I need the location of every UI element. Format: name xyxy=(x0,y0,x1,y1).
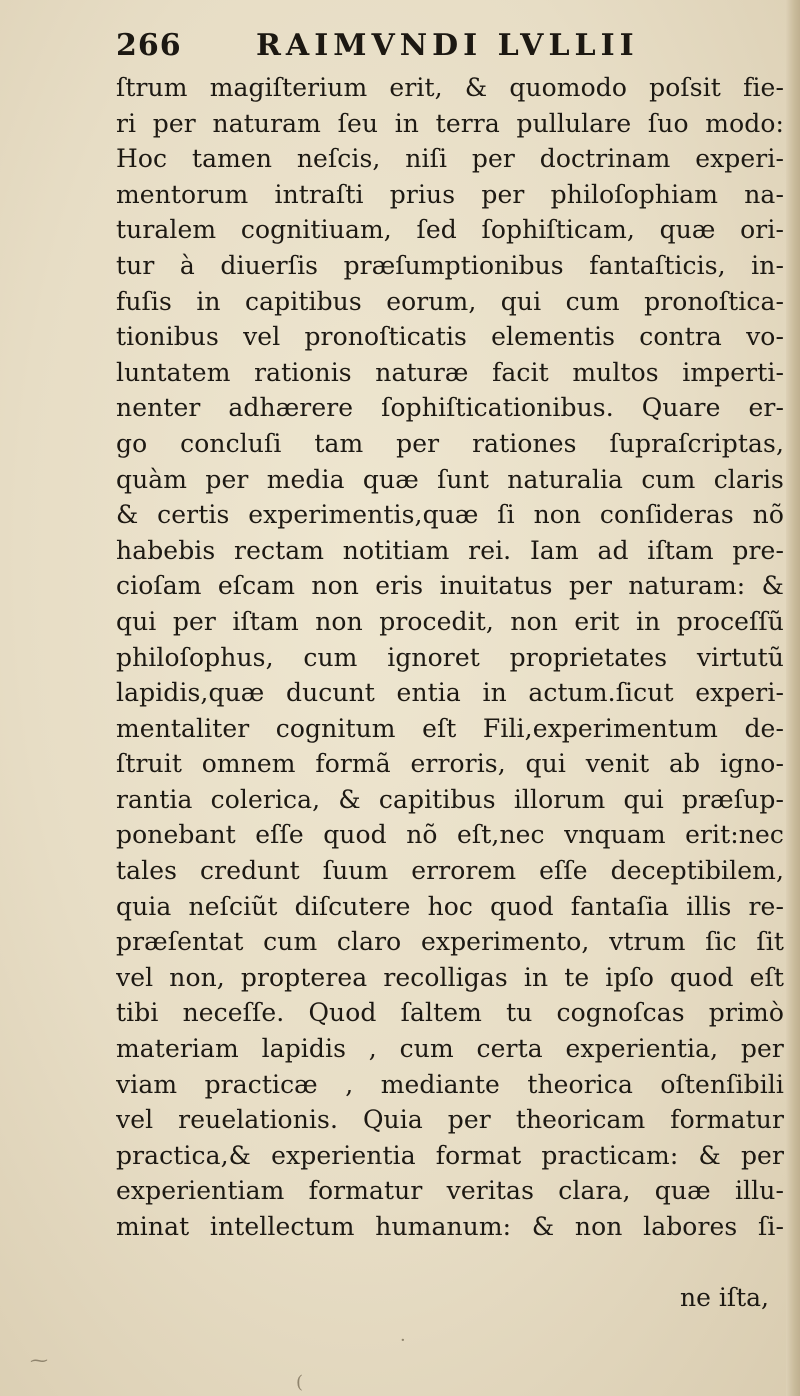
text-line: tur à diuerſis præſumptionibus fantaſticis, in- xyxy=(116,250,784,280)
text-line: luntatem rationis naturæ facit multos imperti- xyxy=(116,357,784,387)
paper-mark: ( xyxy=(296,1372,304,1393)
text-line: quia neſciũt diſcutere hoc quod fantaſia illis re- xyxy=(116,891,784,921)
text-line: habebis rectam notitiam rei. Iam ad iſtam pre- xyxy=(116,535,784,565)
text-line: go concluſi tam per rationes ſupraſcriptas, xyxy=(116,428,784,458)
page-edge xyxy=(786,0,800,1396)
text-line: vel reuelationis. Quia per theoricam formatur xyxy=(116,1105,784,1135)
text-line: ſtrum magiſterium erit, & quomodo poſsit fie- xyxy=(116,73,784,102)
text-line: & certis experimentis,quæ ſi non conſideras nõ xyxy=(116,500,784,530)
text-line: mentorum intraſti prius per philoſophiam na- xyxy=(116,179,784,209)
paper-mark: · xyxy=(400,1330,406,1351)
text-line: ſtruit omnem formã erroris, qui venit ab igno- xyxy=(116,749,784,779)
body-text xyxy=(116,70,784,1245)
text-line: tionibus vel pronoſticatis elementis contra vo- xyxy=(116,322,784,352)
text-line: ponebant eſſe quod nõ eſt,nec vnquam erit:nec xyxy=(116,820,784,850)
text-line: cioſam eſcam non eris inuitatus per naturam: & xyxy=(116,571,784,601)
text-line: vel non, propterea recolligas in te ipſo quod eſt xyxy=(116,962,784,992)
catchword: ne iſta, xyxy=(680,1283,769,1312)
text-line: viam practicæ , mediante theorica oſtenſibili xyxy=(116,1069,784,1099)
text-line: philoſophus, cum ignoret proprietates virtutũ xyxy=(116,642,784,672)
page-header xyxy=(116,26,639,70)
text-line: materiam lapidis , cum certa experientia, per xyxy=(116,1034,784,1064)
text-line: qui per iſtam non procedit, non erit in proceſſũ xyxy=(116,606,784,636)
text-line: nenter adhærere ſophiſticationibus. Quare er- xyxy=(116,393,784,423)
text-line: Hoc tamen neſcis, niſi per doctrinam experi- xyxy=(116,144,784,174)
text-line: præſentat cum claro experimento, vtrum ſic ſit xyxy=(116,927,784,957)
page-number: 266 xyxy=(116,28,182,63)
text-line: turalem cognitiuam, ſed ſophiſticam, quæ ori- xyxy=(116,215,784,245)
paper-mark: ⁓ xyxy=(30,1350,48,1371)
text-line: quàm per media quæ ſunt naturalia cum claris xyxy=(116,464,784,494)
text-line: minat intellectum humanum: & non labores ſi- xyxy=(116,1212,784,1241)
text-line: fuſis in capitibus eorum, qui cum pronoſtica- xyxy=(116,286,784,316)
text-line: lapidis,quæ ducunt entia in actum.ſicut experi- xyxy=(116,678,784,708)
text-line: practica,& experientia format practicam: & per xyxy=(116,1140,784,1170)
text-line: tibi neceſſe. Quod ſaltem tu cognoſcas primò xyxy=(116,998,784,1028)
text-line: experientiam formatur veritas clara, quæ illu- xyxy=(116,1176,784,1206)
text-line: rantia colerica, & capitibus illorum qui præſup- xyxy=(116,784,784,814)
text-line: ri per naturam ſeu in terra pullulare ſuo modo: xyxy=(116,108,784,138)
running-title: RAIMVNDI LVLLII xyxy=(256,28,639,63)
text-line: mentaliter cognitum eſt Fili,experimentum de- xyxy=(116,713,784,743)
text-line: tales credunt ſuum errorem eſſe deceptibilem, xyxy=(116,856,784,886)
